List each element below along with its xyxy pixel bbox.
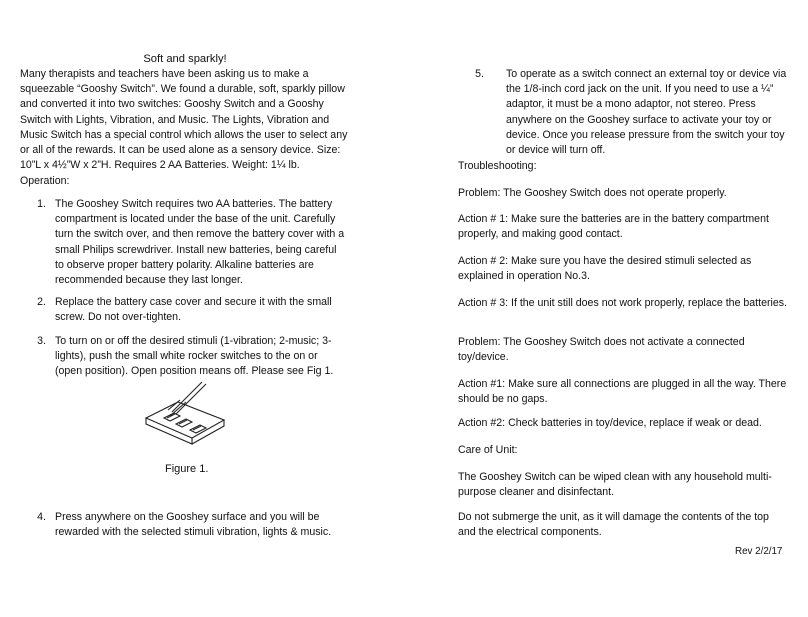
step-text: The Gooshey Switch requires two AA batteries. The battery compartment is located under the base of the unit. Carefully turn the switch over, and then remove the battery cover with a small Philips screwdriver. Install new batteries, being careful to observe proper battery polarity. Alkaline batteries are recommended because they last longer.: [55, 198, 345, 287]
item-label: Action # 3:: [458, 297, 509, 309]
submerge-warning: [458, 510, 788, 540]
item-text: If the unit still does not work properly, replace the batteries.: [508, 297, 787, 309]
submerge-label: Do not submerge: [458, 511, 540, 523]
trouble-item-1: [458, 186, 788, 201]
item-label: Action # 2:: [458, 255, 509, 267]
step-text: Press anywhere on the Gooshey surface and you will be rewarded with the selected stimuli vibration, lights & music.: [55, 511, 332, 539]
operation-heading: Operation:: [20, 175, 70, 187]
trouble-item-2: [458, 212, 788, 242]
trouble-item-5: [458, 335, 788, 365]
item-text: The Gooshey Switch does not operate properly.: [500, 187, 727, 199]
item-label: Problem:: [458, 336, 501, 348]
left-title: Soft and sparkly!: [143, 53, 227, 65]
care-heading: Care of Unit:: [458, 444, 518, 456]
step-number: 4.: [37, 511, 46, 523]
step-number: 5.: [475, 68, 484, 80]
step-text: To turn on or off the desired stimuli (1-vibration; 2-music; 3-lights), push the small white rocker switches to the on or (open position). Open position means off. Please see Fig 1.: [55, 335, 334, 378]
step-number: 2.: [37, 296, 46, 308]
troubleshooting-heading: Troubleshooting:: [458, 160, 537, 172]
trouble-item-4: [458, 296, 788, 311]
item-label: Action #1:: [458, 378, 506, 390]
step-number: 3.: [37, 335, 46, 347]
item-text: Check batteries in toy/device, replace if weak or dead.: [505, 417, 762, 429]
step-number: 1.: [37, 198, 46, 210]
submerge-text: the unit, as it will damage the contents of the top and the electrical components.: [458, 511, 769, 539]
figure-caption: Figure 1.: [165, 463, 209, 475]
care-text: The Gooshey Switch can be wiped clean with any household multi-purpose cleaner and disinfectant.: [458, 471, 772, 499]
item-label: Action #2:: [458, 417, 506, 429]
item-text: Make sure you have the desired stimuli selected as explained in operation No.3.: [458, 255, 752, 283]
item-text: The Gooshey Switch does not activate a connected toy/device.: [458, 336, 745, 364]
trouble-item-7: [458, 416, 788, 431]
item-label: Problem:: [458, 187, 501, 199]
step-text: To operate as a switch connect an external toy or device via the 1/8-inch cord jack on the unit. If you need to use a ¼” adaptor, it must be a mono adaptor, not stereo. Press anywhere on the Gooshey surface to activate your toy or device. Once you release pressure from the switch your toy or device will turn off.: [506, 68, 787, 157]
trouble-item-6: [458, 377, 788, 407]
item-text: Make sure all connections are plugged in all the way. There should be no gaps.: [458, 378, 787, 406]
intro-paragraph: Many therapists and teachers have been asking us to make a squeezable “Gooshy Switch”. We found a durable, soft, sparkly pillow and converted it into two switches: Gooshy Switch and a Gooshy Switch with Lights, Vibration, and Music. The Lights, Vibration and Music Switch has a special control which allows the user to select any or all of the rewards. It can be used alone as a sensory device. Size: 10”L x 4½”W x 2”H. Requires 2 AA Batteries. Weight: 1¼ lb.: [20, 68, 348, 172]
item-label: Action # 1:: [458, 213, 509, 225]
rocker-switch-illustration: [140, 380, 232, 446]
step-text: Replace the battery case cover and secure it with the small screw. Do not over-tighten.: [55, 296, 332, 324]
item-text: Make sure the batteries are in the battery compartment properly, and making good contact.: [458, 213, 769, 241]
trouble-item-3: [458, 254, 788, 284]
revision-date: Rev 2/2/17: [735, 546, 783, 557]
